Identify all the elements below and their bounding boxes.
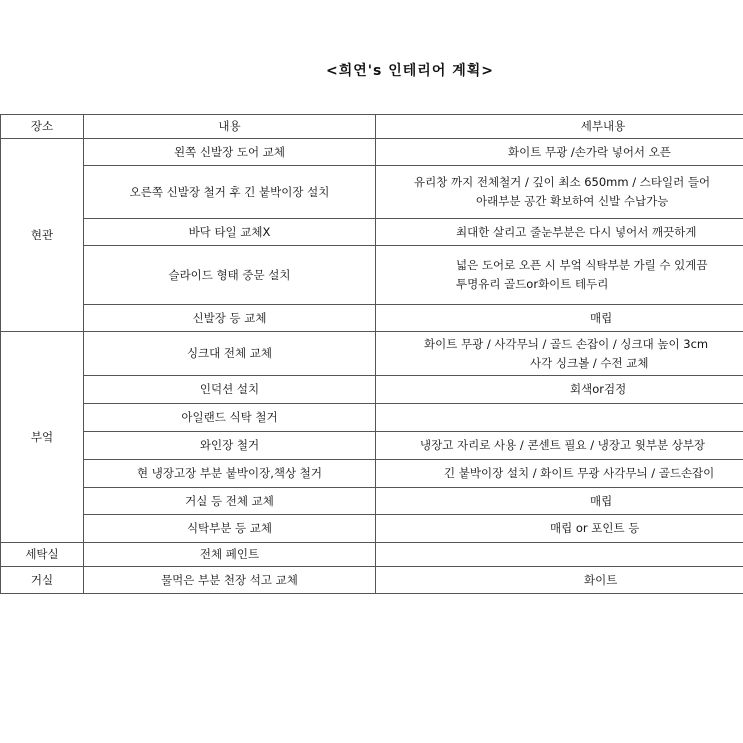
detail-line: 회색or검정	[570, 382, 627, 396]
content-cell: 왼쪽 신발장 도어 교체	[84, 139, 376, 166]
table-row	[1, 332, 743, 376]
content-cell: 전체 페인트	[84, 543, 376, 567]
detail-cell	[376, 376, 743, 404]
table-row	[1, 488, 743, 515]
detail-line: 매립	[590, 493, 613, 508]
detail-cell	[376, 166, 743, 219]
place-cell-living-room: 거실	[1, 567, 84, 594]
table-row	[1, 166, 743, 219]
detail-line: 아래부분 공간 확보하여 신발 수납가능	[476, 194, 669, 208]
detail-line: 넓은 도어로 오픈 시 부엌 식탁부분 가릴 수 있게끔	[456, 258, 708, 272]
detail-cell	[376, 543, 743, 567]
table-row	[1, 305, 743, 332]
detail-line: 화이트 무광 / 사각무늬 / 골드 손잡이 / 싱크대 높이 3cm	[424, 336, 709, 351]
detail-cell	[376, 460, 743, 488]
content-cell: 물먹은 부분 천장 석고 교체	[84, 567, 376, 594]
detail-line: 매립	[590, 310, 613, 325]
content-cell: 아일랜드 식탁 철거	[84, 404, 376, 432]
place-cell-entrance: 현관	[1, 139, 84, 332]
table-row	[1, 543, 743, 567]
content-cell: 슬라이드 형태 중문 설치	[84, 246, 376, 305]
content-cell: 바닥 타일 교체X	[84, 219, 376, 246]
document-title: <희연's 인테리어 계획>	[325, 63, 495, 79]
header-content: 내용	[84, 115, 376, 139]
detail-cell	[376, 219, 743, 246]
detail-cell	[376, 432, 743, 460]
table-row	[1, 460, 743, 488]
detail-cell	[376, 139, 743, 166]
detail-line: 사각 싱크볼 / 수전 교체	[530, 355, 649, 370]
detail-line: 긴 붙박이장 설치 / 화이트 무광 사각무늬 / 골드손잡이	[444, 466, 715, 480]
table-row	[1, 515, 743, 543]
content-cell: 현 냉장고장 부분 붙박이장,책상 철거	[84, 460, 376, 488]
content-cell: 식탁부분 등 교체	[84, 515, 376, 543]
content-cell: 인덕션 설치	[84, 376, 376, 404]
table-row	[1, 139, 743, 166]
detail-cell	[376, 246, 743, 305]
table-row	[1, 246, 743, 305]
detail-line: 투명유리 골드or화이트 테두리	[456, 277, 609, 291]
content-cell: 거실 등 전체 교체	[84, 488, 376, 515]
detail-cell	[376, 305, 743, 332]
content-cell: 신발장 등 교체	[84, 305, 376, 332]
detail-line: 유리창 까지 전체철거 / 깊이 최소 650mm / 스타일러 들어	[414, 175, 711, 189]
detail-cell	[376, 515, 743, 543]
table-header-row	[1, 115, 743, 139]
table-row	[1, 404, 743, 432]
detail-cell	[376, 332, 743, 376]
detail-line: 매립 or 포인트 등	[550, 521, 640, 535]
content-cell: 오른쪽 신발장 철거 후 긴 붙박이장 설치	[84, 166, 376, 219]
content-cell: 와인장 철거	[84, 432, 376, 460]
table-row	[1, 376, 743, 404]
detail-line: 화이트 무광 /손가락 넣어서 오픈	[508, 144, 671, 159]
detail-line: 최대한 살리고 줄눈부분은 다시 넣어서 깨끗하게	[456, 224, 697, 239]
detail-cell	[376, 567, 743, 594]
place-cell-laundry: 세탁실	[1, 543, 84, 567]
content-cell: 싱크대 전체 교체	[84, 332, 376, 376]
interior-plan-table	[0, 114, 743, 594]
detail-cell	[376, 404, 743, 432]
detail-line: 화이트	[584, 572, 618, 587]
header-detail: 세부내용	[376, 115, 743, 139]
place-cell-kitchen: 부엌	[1, 332, 84, 543]
table-row	[1, 219, 743, 246]
header-place: 장소	[1, 115, 84, 139]
detail-cell	[376, 488, 743, 515]
detail-line: 냉장고 자리로 사용 / 콘센트 필요 / 냉장고 윗부분 상부장	[420, 438, 706, 452]
table-row	[1, 432, 743, 460]
table-row	[1, 567, 743, 594]
